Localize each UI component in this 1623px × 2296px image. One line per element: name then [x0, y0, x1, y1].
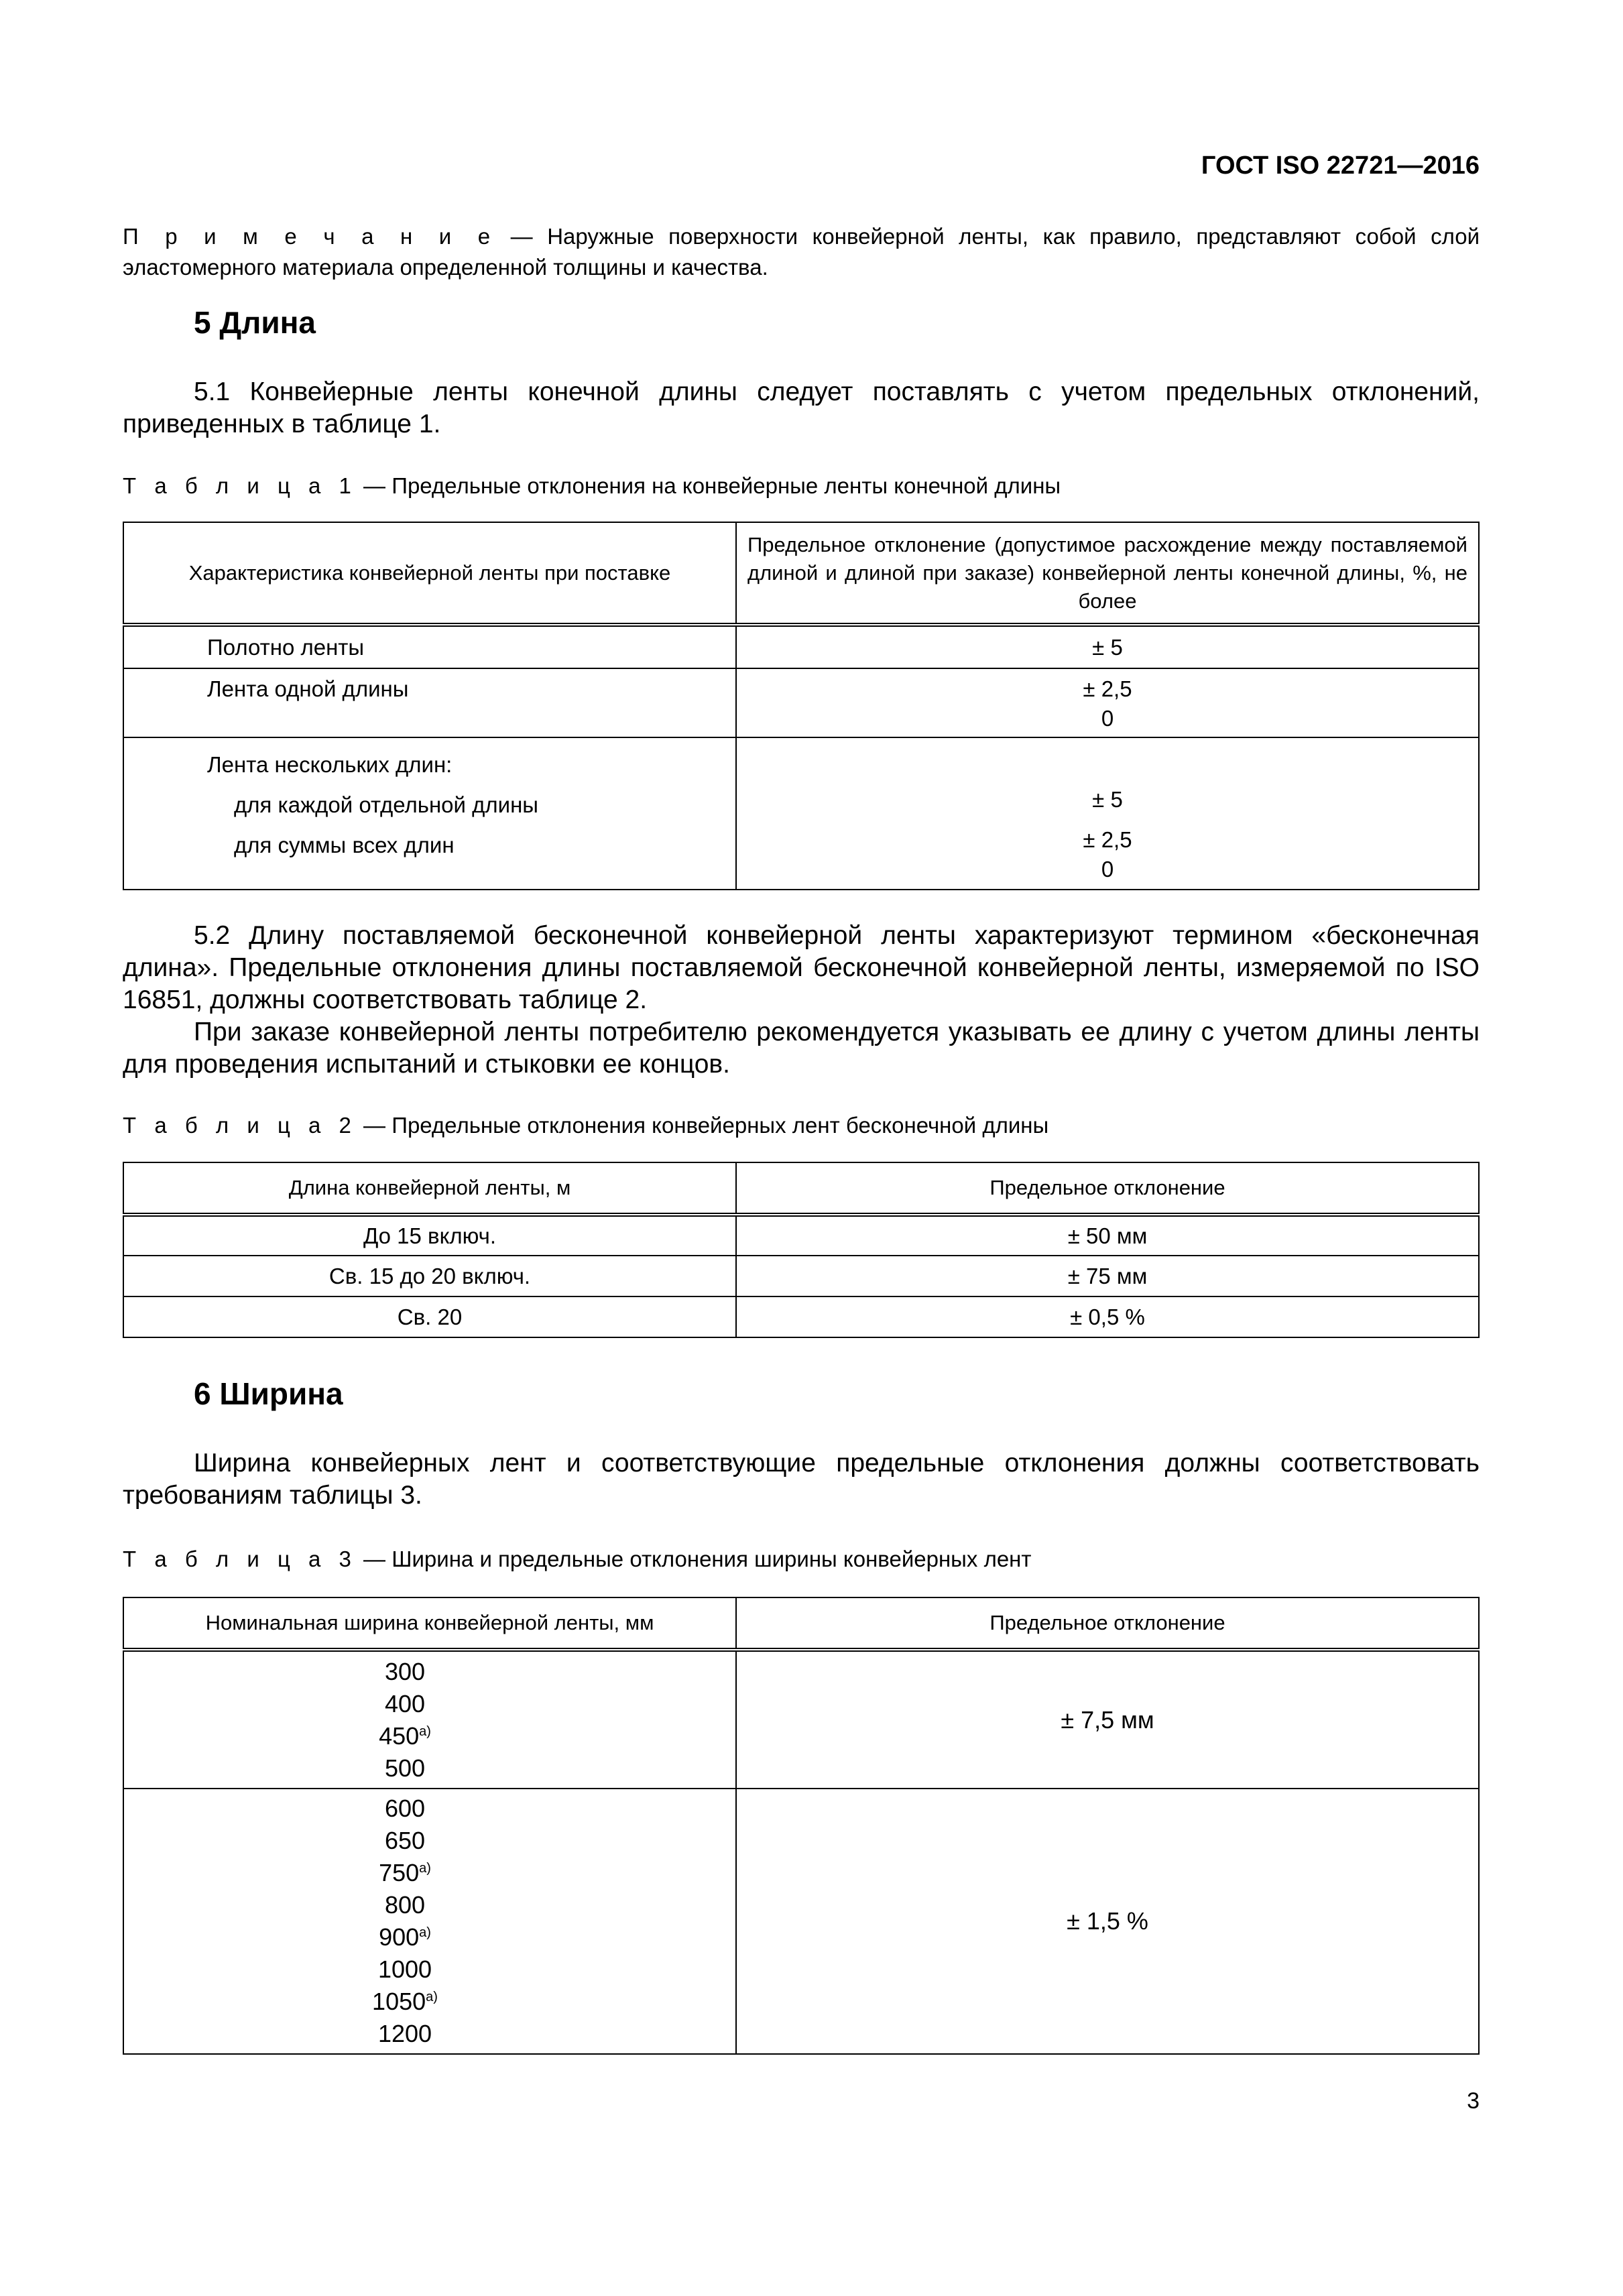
table-3-header-deviation: Предельное отклонение [736, 1597, 1479, 1650]
page-number: 3 [1467, 2088, 1480, 2114]
width-value: 300 [384, 1657, 426, 1685]
section-5-title: 5 Длина [194, 305, 316, 340]
table-2-caption-text: — Предельные отклонения конвейерных лент бесконечной длины [357, 1113, 1049, 1138]
width-value: 500 [384, 1754, 426, 1782]
table-3 [123, 1597, 1480, 2055]
width-value: 800 [384, 1891, 426, 1919]
multi-length-label: Лента нескольких длин: [207, 752, 453, 777]
width-value: 650 [384, 1827, 426, 1854]
width-value [124, 1857, 686, 1889]
table-3-deviation: ± 7,5 мм [736, 1650, 1479, 1789]
table-1-row-value: ± 5 [736, 625, 1479, 668]
section-5-2-paragraph: 5.2 Длину поставляемой бесконечной конвейерной ленты характеризуют термином «бесконечная длина». Предельные отклонения длины поставляемой бесконечной конвейерной ленты, измеряемой по ISO 16851, должны соответствовать таблице 2. [123, 921, 1480, 1014]
note-paragraph [123, 221, 1480, 283]
width-value: 1200 [377, 2020, 432, 2047]
width-number: 750 [379, 1859, 420, 1886]
table-1 [123, 522, 1480, 890]
width-value [124, 1720, 686, 1752]
deviation-upper: ± 2,5 [1083, 676, 1132, 701]
width-number: 900 [379, 1923, 420, 1951]
table-2-cell-length: До 15 включ. [123, 1215, 736, 1256]
table-2-cell-deviation: ± 75 мм [736, 1256, 1479, 1296]
width-number: 450 [379, 1721, 420, 1750]
sum-length-value-upper: ± 2,5 [1083, 827, 1132, 852]
note-label: П р и м е ч а н и е [123, 224, 497, 249]
table-1-caption [123, 473, 1061, 499]
deviation-lower: 0 [1101, 706, 1114, 731]
sum-length-label: для суммы всех длин [234, 833, 455, 857]
table-3-caption [123, 1547, 1032, 1572]
note-text: — Наружные поверхности конвейерной ленты, как правило, представляют собой слой эластомерного материала определенной толщины и качества. [123, 224, 1480, 280]
footnote-marker: а) [426, 1990, 438, 2004]
table-2-header-length: Длина конвейерной ленты, м [123, 1162, 736, 1215]
table-3-caption-text: — Ширина и предельные отклонения ширины конвейерных лент [357, 1547, 1032, 1571]
document-code-header: ГОСТ ISO 22721—2016 [1201, 152, 1480, 180]
table-2-header-deviation: Предельное отклонение [736, 1162, 1479, 1215]
section-5-1-paragraph: 5.1 Конвейерные ленты конечной длины следует поставлять с учетом предельных отклонений, приведенных в таблице 1. [123, 377, 1480, 438]
footnote-marker: а) [419, 1925, 431, 1940]
width-number: 1050 [372, 1988, 426, 2015]
table-3-deviation: ± 1,5 % [736, 1789, 1479, 2054]
table-2-cell-length: Св. 20 [123, 1296, 736, 1337]
table-1-header-deviation: Предельное отклонение (допустимое расхождение между поставляемой длиной и длиной при заказе) конвейерной ленты конечной длины, %, не более [736, 522, 1479, 625]
table-2-cell-deviation: ± 0,5 % [736, 1296, 1479, 1337]
table-1-row-value [736, 737, 1479, 890]
table-3-width-group [123, 1789, 736, 2054]
each-length-label: для каждой отдельной длины [234, 792, 539, 817]
table-1-caption-text: — Предельные отклонения на конвейерные ленты конечной длины [357, 473, 1061, 498]
footnote-marker: а) [419, 1724, 431, 1739]
table-3-width-group [123, 1650, 736, 1789]
table-3-header-width: Номинальная ширина конвейерной ленты, мм [123, 1597, 736, 1650]
width-value [124, 1921, 686, 1953]
table-1-caption-label: Т а б л и ц а 1 [123, 473, 357, 498]
section-5-2-order-paragraph: При заказе конвейерной ленты потребителю рекомендуется указывать ее длину с учетом длины ленты для проведения испытаний и стыковки ее концов. [123, 1018, 1480, 1079]
table-2 [123, 1162, 1480, 1338]
table-2-caption [123, 1113, 1048, 1138]
section-6-title: 6 Ширина [194, 1376, 343, 1411]
table-1-row-label: Лента одной длины [123, 668, 736, 737]
table-1-row-label [123, 737, 736, 890]
table-1-row-label: Полотно ленты [123, 625, 736, 668]
width-value [124, 1986, 686, 2018]
sum-length-value-lower: 0 [1101, 857, 1114, 882]
width-value: 1000 [377, 1955, 432, 1983]
table-1-header-characteristic: Характеристика конвейерной ленты при поставке [123, 522, 736, 625]
table-2-cell-length: Св. 15 до 20 включ. [123, 1256, 736, 1296]
width-value: 600 [384, 1795, 426, 1822]
each-length-value: ± 5 [1092, 787, 1123, 812]
table-1-row-value [736, 668, 1479, 737]
footnote-marker: а) [419, 1861, 431, 1876]
section-6-paragraph: Ширина конвейерных лент и соответствующие предельные отклонения должны соответствовать требованиям таблицы 3. [123, 1449, 1480, 1510]
table-2-cell-deviation: ± 50 мм [736, 1215, 1479, 1256]
table-2-caption-label: Т а б л и ц а 2 [123, 1113, 357, 1138]
width-value: 400 [384, 1689, 426, 1717]
table-3-caption-label: Т а б л и ц а 3 [123, 1547, 357, 1571]
